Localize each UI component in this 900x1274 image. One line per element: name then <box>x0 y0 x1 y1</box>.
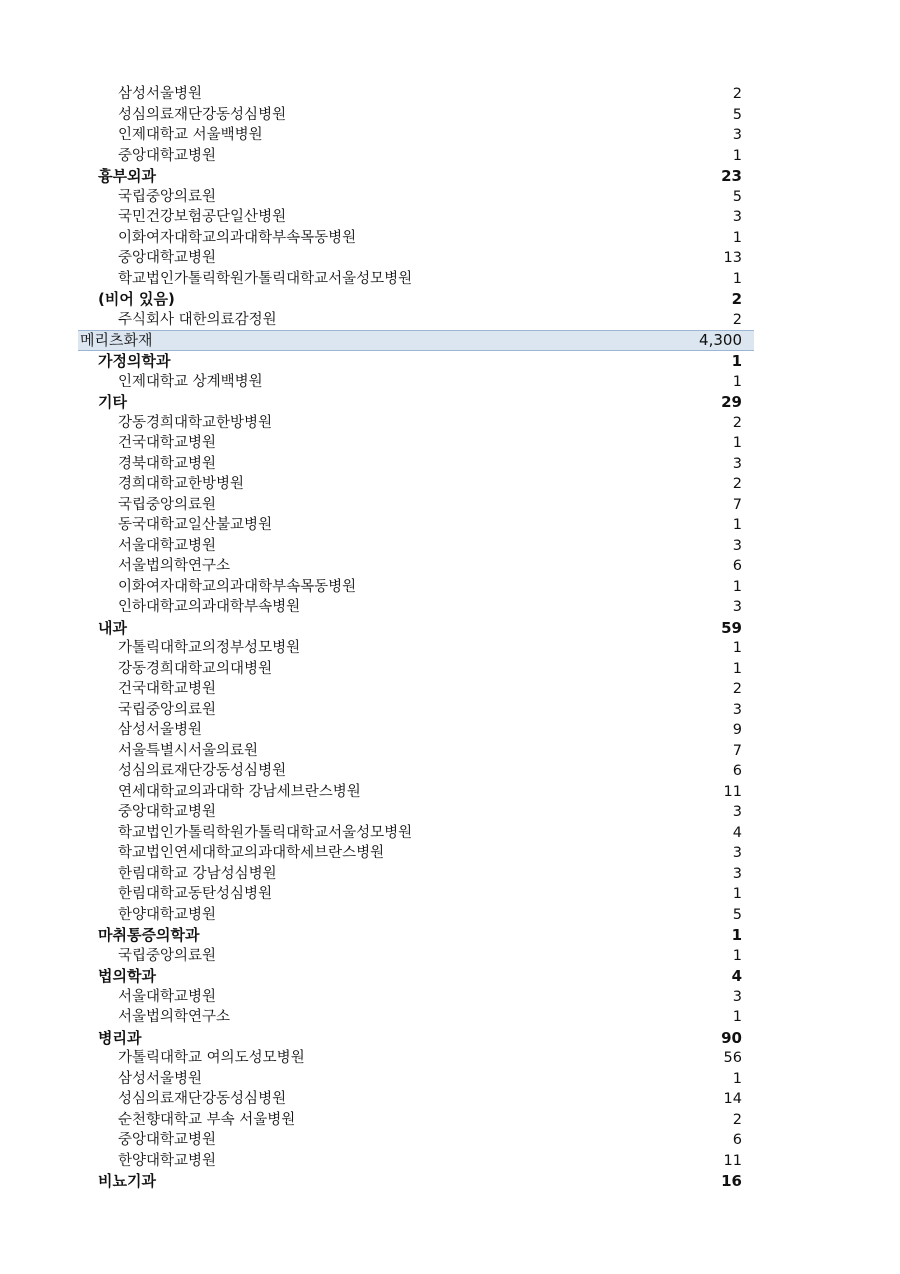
hospital-count: 4 <box>732 824 742 841</box>
hospital-label: 건국대학교병원 <box>118 681 217 697</box>
hospital-row <box>78 228 754 249</box>
hospital-count: 5 <box>732 106 742 123</box>
department-row <box>78 618 754 639</box>
hospital-label: 중앙대학교병원 <box>118 804 217 820</box>
hospital-count: 1 <box>732 660 742 677</box>
insurer-row <box>78 330 754 351</box>
hospital-count: 1 <box>732 1009 742 1025</box>
pivot-table <box>78 84 754 1192</box>
hospital-row <box>78 454 754 475</box>
hospital-row <box>78 843 754 864</box>
hospital-count: 3 <box>732 701 742 718</box>
hospital-count: 3 <box>732 537 742 554</box>
hospital-count: 5 <box>732 906 742 923</box>
hospital-row <box>78 905 754 926</box>
hospital-row <box>78 1110 754 1131</box>
hospital-label: 한림대학교 강남성심병원 <box>118 865 277 882</box>
hospital-label: 주식회사 대한의료감정원 <box>118 311 277 328</box>
hospital-count: 1 <box>732 229 742 246</box>
hospital-row <box>78 433 754 454</box>
hospital-row <box>78 1069 754 1090</box>
hospital-label: 삼성서울병원 <box>118 722 203 738</box>
hospital-label: 경북대학교병원 <box>118 455 217 472</box>
hospital-row <box>78 802 754 823</box>
hospital-label: 서울대학교병원 <box>118 537 217 554</box>
department-row <box>78 392 754 413</box>
hospital-row <box>78 946 754 967</box>
hospital-count: 9 <box>732 722 742 738</box>
hospital-label: 이화여자대학교의과대학부속목동병원 <box>118 578 357 595</box>
department-count: 2 <box>731 290 742 308</box>
hospital-count: 1 <box>732 517 742 533</box>
hospital-row <box>78 1089 754 1110</box>
hospital-count: 14 <box>723 1091 742 1107</box>
department-label: 법의학과 <box>98 967 156 985</box>
hospital-label: 서울특별시서울의료원 <box>118 742 259 759</box>
department-label: 가정의학과 <box>98 352 171 370</box>
department-row <box>78 966 754 987</box>
hospital-count: 1 <box>732 1070 742 1087</box>
hospital-row <box>78 310 754 331</box>
hospital-label: 서울법의학연구소 <box>118 558 231 574</box>
hospital-row <box>78 679 754 700</box>
hospital-count: 2 <box>732 476 742 492</box>
hospital-label: 서울법의학연구소 <box>118 1009 231 1025</box>
hospital-label: 한림대학교동탄성심병원 <box>118 886 273 902</box>
hospital-count: 3 <box>732 865 742 882</box>
hospital-label: 한양대학교병원 <box>118 1152 217 1169</box>
hospital-row <box>78 474 754 495</box>
hospital-label: 국민건강보험공단일산병원 <box>118 209 287 225</box>
hospital-count: 1 <box>732 373 742 390</box>
department-row <box>78 1028 754 1049</box>
hospital-count: 3 <box>732 455 742 472</box>
hospital-count: 56 <box>723 1050 742 1066</box>
department-count: 1 <box>731 926 742 944</box>
department-label: 기타 <box>98 393 127 411</box>
hospital-label: 학교법인가톨릭학원가톨릭대학교서울성모병원 <box>118 270 413 287</box>
hospital-count: 3 <box>732 209 742 225</box>
hospital-label: 강동경희대학교의대병원 <box>118 660 273 677</box>
hospital-row <box>78 84 754 105</box>
hospital-label: 성심의료재단강동성심병원 <box>118 763 287 779</box>
hospital-label: 중앙대학교병원 <box>118 1132 217 1148</box>
hospital-count: 13 <box>723 250 742 266</box>
hospital-count: 11 <box>723 1152 742 1169</box>
hospital-row <box>78 207 754 228</box>
hospital-count: 3 <box>732 127 742 143</box>
hospital-label: 국립중앙의료원 <box>118 701 217 718</box>
hospital-label: 삼성서울병원 <box>118 86 203 102</box>
hospital-row <box>78 884 754 905</box>
hospital-label: 순천향대학교 부속 서울병원 <box>118 1111 296 1128</box>
hospital-row <box>78 720 754 741</box>
hospital-count: 1 <box>732 947 742 964</box>
hospital-label: 연세대학교의과대학 강남세브란스병원 <box>118 783 361 800</box>
hospital-count: 2 <box>732 414 742 431</box>
department-label: 흉부외과 <box>98 167 156 185</box>
hospital-count: 1 <box>732 886 742 902</box>
hospital-label: 가톨릭대학교의정부성모병원 <box>118 640 301 656</box>
hospital-count: 3 <box>732 845 742 861</box>
hospital-label: 성심의료재단강동성심병원 <box>118 106 287 123</box>
hospital-row <box>78 413 754 434</box>
hospital-count: 6 <box>732 1132 742 1148</box>
hospital-count: 1 <box>732 435 742 451</box>
hospital-label: 국립중앙의료원 <box>118 496 217 513</box>
hospital-label: 국립중앙의료원 <box>118 188 217 205</box>
hospital-count: 1 <box>732 640 742 656</box>
department-label: 비뇨기과 <box>98 1172 156 1190</box>
hospital-row <box>78 125 754 146</box>
hospital-label: 삼성서울병원 <box>118 1070 203 1087</box>
hospital-row <box>78 269 754 290</box>
insurer-label: 메리츠화재 <box>80 331 153 349</box>
hospital-row <box>78 659 754 680</box>
hospital-label: 강동경희대학교한방병원 <box>118 414 273 431</box>
hospital-row <box>78 105 754 126</box>
hospital-row <box>78 536 754 557</box>
hospital-label: 인하대학교의과대학부속병원 <box>118 599 301 615</box>
hospital-row <box>78 741 754 762</box>
department-count: 90 <box>721 1028 742 1047</box>
hospital-label: 국립중앙의료원 <box>118 947 217 964</box>
department-row <box>78 1171 754 1192</box>
hospital-row <box>78 577 754 598</box>
hospital-label: 학교법인연세대학교의과대학세브란스병원 <box>118 845 385 861</box>
hospital-label: 동국대학교일산불교병원 <box>118 517 273 533</box>
hospital-count: 7 <box>732 742 742 759</box>
hospital-label: 서울대학교병원 <box>118 988 217 1005</box>
hospital-row <box>78 248 754 269</box>
hospital-row <box>78 556 754 577</box>
hospital-label: 한양대학교병원 <box>118 906 217 923</box>
hospital-count: 2 <box>732 681 742 697</box>
hospital-row <box>78 187 754 208</box>
hospital-count: 2 <box>732 311 742 328</box>
hospital-row <box>78 495 754 516</box>
hospital-count: 7 <box>732 496 742 513</box>
department-count: 23 <box>721 167 742 185</box>
hospital-row <box>78 146 754 167</box>
hospital-label: 건국대학교병원 <box>118 435 217 451</box>
hospital-count: 6 <box>732 558 742 574</box>
department-label: 병리과 <box>98 1028 142 1047</box>
hospital-label: 학교법인가톨릭학원가톨릭대학교서울성모병원 <box>118 824 413 841</box>
insurer-count: 4,300 <box>699 331 742 349</box>
hospital-label: 중앙대학교병원 <box>118 147 217 164</box>
hospital-row <box>78 987 754 1008</box>
hospital-row <box>78 782 754 803</box>
department-count: 16 <box>721 1172 742 1190</box>
hospital-label: 경희대학교한방병원 <box>118 476 245 492</box>
hospital-count: 11 <box>723 783 742 800</box>
hospital-count: 2 <box>732 1111 742 1128</box>
hospital-row <box>78 597 754 618</box>
hospital-count: 5 <box>732 188 742 205</box>
hospital-row <box>78 1151 754 1172</box>
department-label: 마취통증의학과 <box>98 926 200 944</box>
hospital-row <box>78 1007 754 1028</box>
department-row <box>78 289 754 310</box>
hospital-row <box>78 864 754 885</box>
hospital-label: 성심의료재단강동성심병원 <box>118 1091 287 1107</box>
hospital-count: 1 <box>732 147 742 164</box>
hospital-row <box>78 823 754 844</box>
department-count: 4 <box>731 967 742 985</box>
hospital-count: 3 <box>732 988 742 1005</box>
department-count: 29 <box>721 393 742 411</box>
hospital-row <box>78 515 754 536</box>
hospital-row <box>78 700 754 721</box>
hospital-count: 2 <box>732 86 742 102</box>
hospital-count: 3 <box>732 804 742 820</box>
department-row <box>78 166 754 187</box>
hospital-row <box>78 372 754 393</box>
department-label: (비어 있음) <box>98 290 175 308</box>
department-count: 59 <box>721 618 742 637</box>
hospital-label: 이화여자대학교의과대학부속목동병원 <box>118 229 357 246</box>
hospital-count: 3 <box>732 599 742 615</box>
department-row <box>78 351 754 372</box>
department-count: 1 <box>731 352 742 370</box>
hospital-count: 1 <box>732 270 742 287</box>
hospital-row <box>78 761 754 782</box>
department-label: 내과 <box>98 618 127 637</box>
hospital-row <box>78 1130 754 1151</box>
hospital-row <box>78 1048 754 1069</box>
department-row <box>78 925 754 946</box>
hospital-label: 인제대학교 상계백병원 <box>118 373 263 390</box>
hospital-label: 가톨릭대학교 여의도성모병원 <box>118 1050 305 1066</box>
hospital-count: 1 <box>732 578 742 595</box>
hospital-row <box>78 638 754 659</box>
hospital-count: 6 <box>732 763 742 779</box>
hospital-label: 중앙대학교병원 <box>118 250 217 266</box>
hospital-label: 인제대학교 서울백병원 <box>118 127 263 143</box>
